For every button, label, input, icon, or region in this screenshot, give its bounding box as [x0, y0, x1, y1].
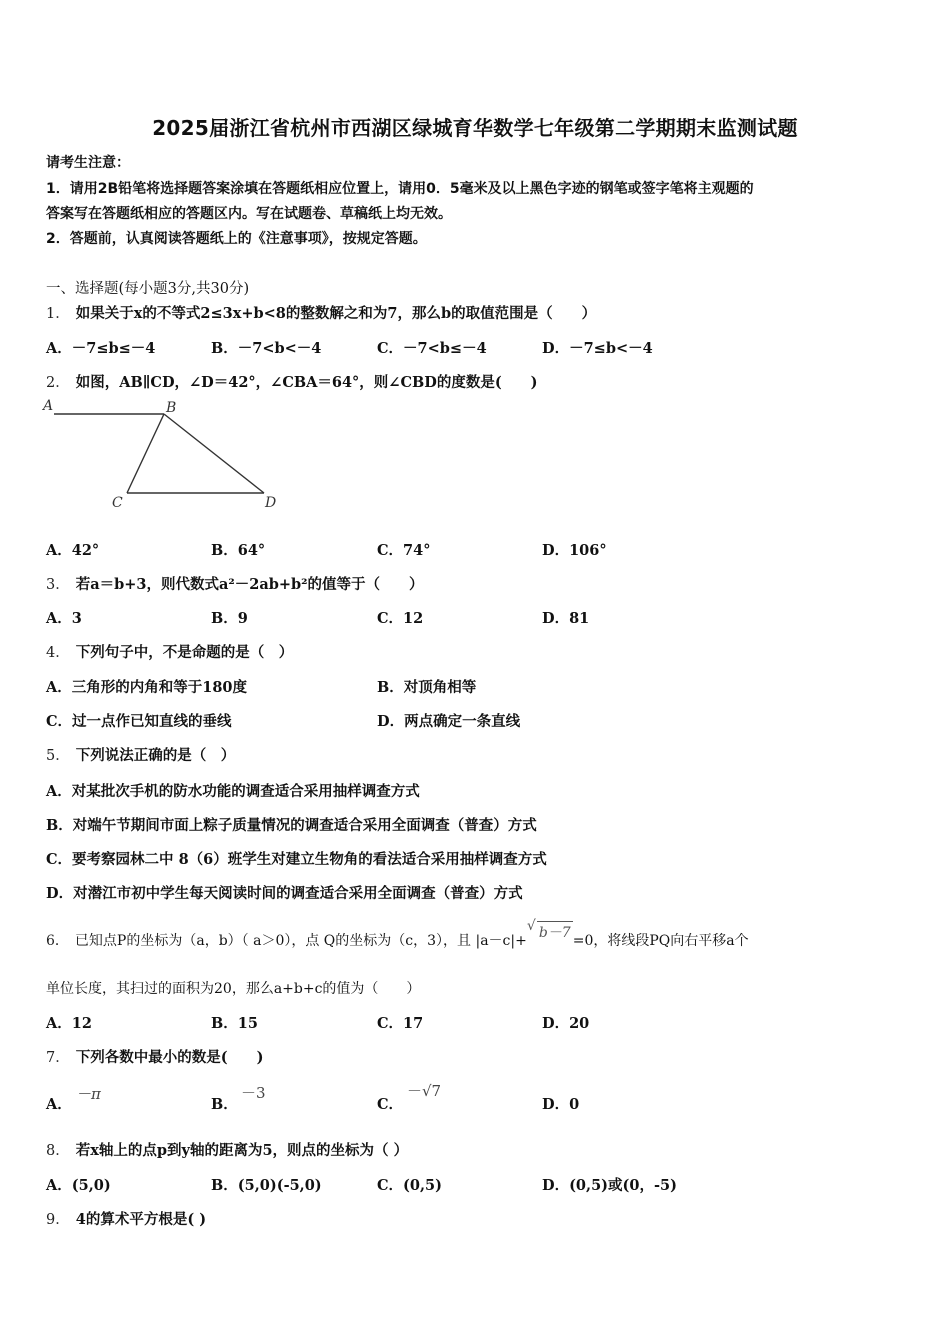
sqrt-icon: √	[526, 918, 536, 934]
q1-option-b[interactable]: B．－7<b<－4	[211, 340, 322, 357]
q8-option-c[interactable]: C．(0,5)	[377, 1177, 442, 1194]
q4-option-c[interactable]: C．过一点作已知直线的垂线	[46, 713, 232, 730]
question-text-part-a: 已知点P的坐标为（a，b）（ a＞0），点 Q的坐标为（c，3），且 |a－c|+	[74, 933, 527, 949]
question-7	[46, 1046, 263, 1067]
question-text: 如果关于x的不等式2≤3x+b<8的整数解之和为7，那么b的取值范围是（ ）	[75, 305, 597, 322]
question-text: 若a＝b+3，则代数式a²－2ab+b²的值等于（ ）	[75, 576, 424, 593]
section-heading: 一、选择题(每小题3分,共30分)	[46, 281, 250, 297]
label-a: A	[43, 398, 54, 414]
label-b: B	[166, 400, 177, 416]
question-8	[46, 1139, 408, 1160]
geometry-figure	[40, 396, 290, 516]
q3-option-a[interactable]: A．3	[46, 610, 82, 627]
segment-bd	[164, 414, 264, 493]
question-number: 5．	[46, 748, 70, 764]
question-number: 1．	[46, 306, 70, 322]
q6-option-c[interactable]: C．17	[377, 1015, 424, 1032]
q3-option-b[interactable]: B．9	[211, 610, 248, 627]
notice-heading: 请考生注意：	[46, 155, 130, 171]
question-number: 6．	[46, 933, 69, 949]
question-text: 下列各数中最小的数是( )	[75, 1049, 264, 1066]
q2-option-a[interactable]: A．42°	[46, 542, 100, 559]
page-title: 2025届浙江省杭州市西湖区绿城育华数学七年级第二学期期末监测试题	[152, 116, 798, 140]
q5-option-d[interactable]: D．对潜江市初中学生每天阅读时间的调查适合采用全面调查（普查）方式	[46, 885, 523, 902]
question-text-part-b: =0，将线段PQ向右平移a个	[572, 933, 749, 949]
q2-option-c[interactable]: C．74°	[377, 542, 431, 559]
question-6-line-2: 单位长度，其扫过的面积为20，那么a+b+c的值为（ ）	[46, 981, 421, 997]
question-2	[46, 371, 538, 392]
q2-option-b[interactable]: B．64°	[211, 542, 266, 559]
notice-line-1b: 答案写在答题纸相应的答题区内。写在试题卷、草稿纸上均无效。	[46, 206, 452, 222]
label-c: C	[112, 495, 123, 511]
question-text: 下列句子中，不是命题的是（ ）	[75, 644, 294, 661]
q1-option-a[interactable]: A．－7≤b≤－4	[46, 340, 156, 357]
q8-option-a[interactable]: A．(5,0)	[46, 1177, 111, 1194]
question-text: 如图，AB∥CD，∠D＝42°，∠CBA＝64°，则∠CBD的度数是( )	[75, 374, 538, 391]
question-number: 2．	[46, 375, 70, 391]
question-number: 3．	[46, 577, 70, 593]
question-3	[46, 573, 424, 594]
q5-option-c[interactable]: C．要考察园林二中 8（6）班学生对建立生物角的看法适合采用抽样调查方式	[46, 851, 547, 868]
question-number: 7．	[46, 1050, 70, 1066]
q7-option-c[interactable]: C．	[377, 1096, 404, 1113]
q5-option-b[interactable]: B．对端午节期间市面上粽子质量情况的调查适合采用全面调查（普查）方式	[46, 817, 537, 834]
q6-option-d[interactable]: D．20	[542, 1015, 590, 1032]
question-text: 下列说法正确的是（ ）	[75, 747, 236, 764]
q5-option-a[interactable]: A．对某批次手机的防水功能的调查适合采用抽样调查方式	[46, 783, 420, 800]
q4-option-a[interactable]: A．三角形的内角和等于180度	[46, 679, 248, 696]
q8-option-d[interactable]: D．(0,5)或(0，-5)	[542, 1177, 677, 1194]
question-9	[46, 1208, 206, 1229]
q7-option-c-math: －√7	[407, 1082, 442, 1100]
question-number: 8．	[46, 1143, 70, 1159]
q8-option-b[interactable]: B．(5,0)(-5,0)	[211, 1177, 322, 1194]
q7-option-a-math: －π	[76, 1085, 101, 1103]
q7-option-a[interactable]: A．	[46, 1096, 72, 1113]
question-6	[46, 918, 749, 950]
q6-option-b[interactable]: B．15	[211, 1015, 258, 1032]
q3-option-c[interactable]: C．12	[377, 610, 424, 627]
q7-option-b[interactable]: B．	[211, 1096, 238, 1113]
question-5	[46, 744, 235, 765]
sqrt-expression: √ b－7	[526, 918, 571, 941]
q2-option-d[interactable]: D．106°	[542, 542, 607, 559]
q1-option-d[interactable]: D．－7≤b<－4	[542, 340, 653, 357]
q4-option-d[interactable]: D．两点确定一条直线	[377, 713, 521, 730]
segment-bc	[127, 414, 164, 493]
question-number: 4．	[46, 645, 70, 661]
question-text: 4的算术平方根是( )	[75, 1211, 207, 1228]
label-d: D	[265, 495, 277, 511]
q3-option-d[interactable]: D．81	[542, 610, 590, 627]
q6-option-a[interactable]: A．12	[46, 1015, 92, 1032]
notice-line-2: 2．答题前，认真阅读答题纸上的《注意事项》，按规定答题。	[46, 231, 427, 247]
notice-line-1: 1．请用2B铅笔将选择题答案涂填在答题纸相应位置上，请用0．5毫米及以上黑色字迹的钢笔或签字笔将主观题的	[46, 181, 754, 197]
q1-option-c[interactable]: C．－7<b≤－4	[377, 340, 487, 357]
question-4	[46, 641, 293, 662]
question-text: 若x轴上的点p到y轴的距离为5，则点的坐标为（ ）	[75, 1142, 409, 1159]
q4-option-b[interactable]: B．对顶角相等	[377, 679, 477, 696]
question-number: 9．	[46, 1212, 70, 1228]
q7-option-d[interactable]: D．0	[542, 1096, 580, 1113]
q7-option-b-math: －3	[241, 1084, 266, 1102]
question-1	[46, 302, 596, 323]
